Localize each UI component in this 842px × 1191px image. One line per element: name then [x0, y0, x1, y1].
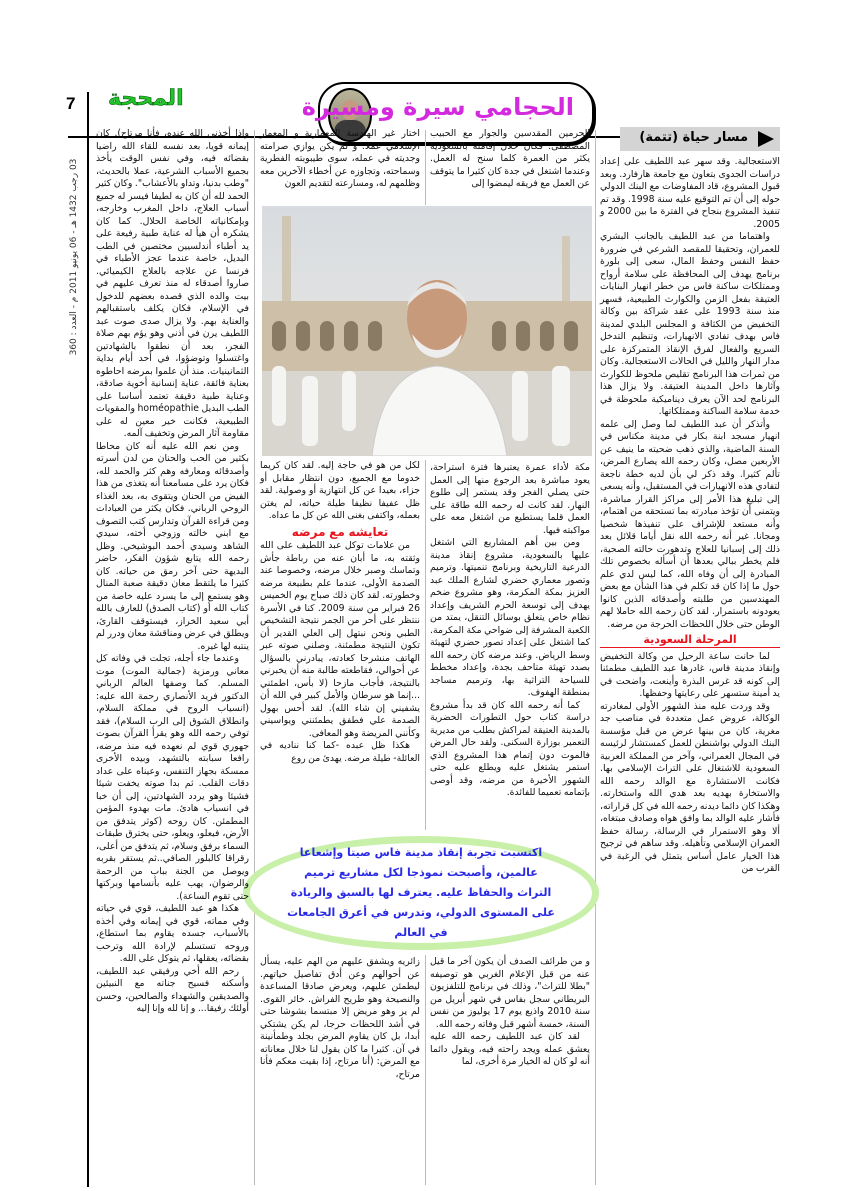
page-number: 7 [66, 94, 76, 113]
photo-man-at-mosque [262, 206, 592, 456]
paragraph: كما أنه رحمه الله كان قد بدأ مشروع دراسة كتاب حول التطورات الحضرية بالمدينة العتيقة لمراكش بطلب من مديرية التعمير بوزارة السكنى. ولقد حال المرض فالموت دون إتمام هذا المشروع الذي استمر يشتغل عليه ويطلع عليه حتى الشهور الأخيرة من مرضه، وقد أوصى بإتمامه تعميما للفائدة. [430, 699, 590, 798]
article-column-1 [600, 156, 780, 876]
paragraph: رحم الله أخي ورفيقي عبد اللطيف، وأسكنه فسيح جناته مع النبيئين والصديقين والشهداء والصالحين، وحسن أولئك رفيقا... و إنا لله وإنا إليه [96, 965, 249, 1014]
paragraph: و من طرائف الصدف أن يكون آخر ما قيل عنه من قبل الإعلام الغربي هو توصيفه "بطلا للتراث"، وذلك في برنامج للتلفزيون البريطاني سجل بفاس في شهر أبريل من سنة 2010 واذيع يوم 17 يوليوز من نفس السنة، خمسة أشهر قبل وفاته رحمه الله. [430, 956, 590, 1030]
subheading: تعايشه مع مرضه [291, 524, 389, 539]
paragraph: واهتماما من عبد اللطيف بالجانب البشري للعمران، وتحقيقا للمقصد الشرعي في ضرورة حفظ النفس وحفظ المال، سعى إلى بلورة برنامج يهدف إلى المحافظة على سلامة أرواح وممتلكات ساكنة فاس من خطر انهيار البنايات العتيقة بفعل الزمن والكوارث الطبيعية، فسهر منذ سنة 1993 على عقد شراكة بين وكالة التخفيض من الكثافة و المجلس البلدي لمدينة فاس بهدف تفادي الانهيارات، وتنظيم التدخل السريع والفعال لفرق الإنقاذ المتمركزة على مدار النهار والليل في الحالات الاستعجالية. وكان من ثمرات هذا البرنامج تقليص ملحوظ للكوارث وآثارها داخل المدينة العتيقة. ولا يزال هذا البرنامج لحد الآن يعرف ديناميكية ملحوظة في خدمة سلامة الساكنة وممتلكاتها. [600, 231, 781, 417]
article-column-3-top [260, 128, 420, 191]
column-divider [425, 955, 426, 1185]
section-heading-text: مسار حياة (تتمة) [639, 130, 748, 145]
article-column-2-middle [430, 462, 590, 800]
publication-logo: المحجة [108, 86, 184, 111]
paragraph: لقد كان عبد اللطيف رحمه الله عليه يعشق عمله ويجد راحته فيه، ويقول دائما أنه لو كان له الخيار مرة أخرى، لما [430, 1031, 590, 1067]
article-column-3-bottom [260, 956, 420, 1081]
dateline: 03 رجب 1432 هـ - 06 يونيو 2011 م - العدد : 360 [69, 158, 79, 356]
column-divider [425, 460, 426, 830]
pull-quote-text: اكتسبت تجربة إنقاذ مدينة فاس صيتا وإشعاعا عالمين، وأصبحت نموذجا لكل مشاريع ترميم التراث والحفاظ عليه. يعترف لها بالسبق والريادة على المستوى الدولي، وتدرس في أعرق الجامعات في العالم [287, 846, 555, 939]
margin-vertical-rule [87, 92, 89, 1187]
page-title: الحجامي سيرة ومسيرة [301, 93, 574, 121]
paragraph: الاستعجالية. وقد سهر عبد اللطيف على إعداد دراسات الجدوى بتعاون مع جامعة هارفارد. وبعد قبول المشروع، قاد المفاوضات مع البنك الدولي حوله إلى أن تم التوقيع عليه سنة 1998. وقد تم تنفيذ المشروع بنجاح في الفترة ما بين 2000 و 2005. [600, 156, 780, 230]
paragraph: لما حانت ساعة الرحيل من وكالة التخفيض وإنقاذ مدينة فاس، غادرها عبد اللطيف مطمئنا إلى كونه قد غرس البذرة وأينعت، واضحت في يد أمينة ستسهر على رعايتها وحفظها. [600, 650, 780, 699]
triangle-icon [758, 131, 774, 147]
paragraph: لكل من هو في حاجة إليه. لقد كان كريما خدوما مع الجميع، دون انتظار مقابل أو جزاء، بعيدا عن كل انتهازية أو وصولية. لقد ظل عفيفا نظيفا طيلة حياته، لم يغتن بعمله، واكتفى بغنى الله عن كل ما عداه. [260, 460, 420, 521]
paragraph: وإذا أخذني الله عنده، فأنا مرتاح). كان إيمانه قويا، بعد نفسه للقاء الله راضيا بقضائه فيه، وفي نفس الوقت يأخذ بجميع الأسباب الشرعية، عملا بالحديث، "وطب بدنيا، وتداو بالأعشاب". وكان كثير الحمد لله أن كان به لطيفا فيسر له جميع أسباب العلاج، داخل المغرب وخارجه، وبإمكانياته الخاصة الحلال. كما كان يشكره أن هيأ له عناية طبية رفيعة على يد أطباء أندلسيين مختصين في الطب البديل، خاصة عندما عجز الأطباء في فرنسا عن علاجه بالعلاج الكيميائي. صاروا أصدقاء له منذ تعرف عليهم في بيت والده الذي قصده بعضهم للدخول في الإسلام، فكان يكلف باستقبالهم والعناية بهم. ولا يزال صدى صوت عبد اللطيف يرن في أذني وهو يؤم بهم صلاة الفجر، بعد أن نطقوا بالشهادتين واغتسلوا وتوضؤوا، في أحد أيام بداية الثمانينيات. منذ أن علموا بمرضه احاطوه بعناية فائقة، عناية إنسانية أخوية صادقة، وعناية طبية دقيقة تعتمد أساسا على الطب البديل homéopathie والمقويات الطبيعية، فكانت خير معين له على مقاومة آثار المرض وتخفيف آلمه. [96, 128, 249, 439]
paragraph: زائريه ويشفق عليهم من الهم عليه، يسأل عن أحوالهم وعن أدق تفاصيل حياتهم. ليطمئن عليهم، ويعرض صادقا المساعدة والنصيحة وهو طريح الفراش. خائر القوى. لم ير وهو مريض إلا مبتسما بشوشا حتى في أشد اللحظات حرجا، لم يكن يشتكي أبدا، بل كان يقاوم المرض بجلد وطمأنينة في آن. كثيرا ما كان يقول لنا خلال معاناته مع المرض: (أنا مرتاح، إذا بقيت معكم فأنا مرتاح، [260, 956, 420, 1080]
article-column-3-middle [260, 460, 420, 765]
paragraph: وقد وردت عليه منذ الشهور الأولى لمغادرته الوكالة، عروض عمل متعددة في مناصب جد مغرية، كان من بينها عرض من قبل مؤسسة البنك الدولي بواشنطن للعمل كمستشار لرئيسه في المجال العمراني، وآخر من المملكة العربية السعودية للاشتغال على التراث الإسلامي بها. فكانت الاستشارة مع الوالد رحمه الله والاستخارة بهديه بعد هدي الله واستخارته. وهكذا كان دائما ديدنه رحمه الله في كل قراراته، فأشار عليه الوالد بما وافق هواه وصادف مبتغاه، ألا وهو الاستمرار في الرسالة، رسالة حفظ العمران الإسلامي وتأهيله. وقد ساهم في ترجيح هذا الخيار عامل أساس يتمثل في الرغبة في القرب من [600, 700, 780, 874]
article-column-2-top [430, 128, 590, 191]
article-column-2-bottom [430, 956, 590, 1069]
section-heading [620, 127, 780, 151]
paragraph: ومن بين أهم المشاريع التي اشتغل عليها بالسعودية، مشروع إنقاذ مدينة الدرعية التاريخية وبرنامج تنميتها. وترميم وتصور معماري حضري لشارع الملك عبد العزيز بمكة المكرمة، وهو مشروع ضخم يهدف إلى توسعة الحرم الشريف وإعداد نظام خاص يتعلق بوسائل التنقل، يمتد من الكعبة المشرفة إلى ضواحي مكة المكرمة. كما اشتغل على إعداد تصور حضري لتهيئة وسط الرياض. وعند مرضه كان رحمه الله بصدد تهيئة متاحف بجدة، وإعداد مخطط للسياحة التراثية بها، وترميم مساجد بمنطقة الهفوف. [430, 537, 590, 698]
paragraph: اختار غير الهندسة المعمارية و المعمار الإسلامي عملا. و لم يكن يوازي صرامته وجديته في عمله، سوى طيبوبته الفطرية وسماحته، وتجاوزه عن أخطاء الآخرين معه وظلمهم له، ومسارعته لتقديم العون [260, 128, 420, 189]
article-column-4 [96, 128, 249, 1016]
paragraph: الحرمين المقدسين والجوار مع الحبيب المصطفى. فكان خلال إقامته بالسعودية يكثر من العمرة كلما سنح له العمل. وعندما اشتغل في جدة كان كثيرا ما يتوقف عن العمل مع فريقه ليمضوا إلى [430, 128, 590, 189]
column-divider [595, 130, 596, 1185]
paragraph: من علامات توكل عبد اللطيف على الله وثقته به، ما أبان عنه من رباطة جأش وتماسك وصبر خلال مرضه، وخصوصا عند الصدمة الأولى، عندما علم بطبيعة مرضه وخطورته. لقد كان ذلك صباح يوم الخميس 26 فبراير من سنة 2009. كنا في الأسرة ننتظر على أحر من الجمر نتيجة التشخيص الطبي ونحن نبتهل إلى العلي القدير أن تكون النتيجة مطمئنة. وصلني صوته عبر الهاتف منشرحا كعادته، يبادرني بالسؤال عن أحوالي، فقاطعته طالبة منه أن يخبرني بالنتيجة، فأجاب مازحا (لا بأس، اطمئني ...إنما هو سرطان والأمل كبير في الله أن يشفيني إن شاء الله). لقد أحس بهول الصدمة علي فطفق يطمئنني ويواسيني وكأنني المريضة وهو المعافى. [260, 540, 420, 739]
paragraph: ومن نعم الله عليه أنه كان محاطا بكثير من الحب والحنان من لدن أسرته وأصدقائه ومعارفه وهم كثر والحمد لله، فكان يرد على مسامعنا أنه يتغذى من هذا الفيض من الحنان ويتقوى به، بعد الغذاء الروحي الرباني. فكان يكثر من العبادات ومن قراءة القرآن وتدارس كتب التصوف مع ابني خالته وزوجي أخته، سيدي الشاهد وسيدي أحمد البوشيخي. وظل رحمه الله يتابع شؤون الفكر، حاضر البديهة حتى آخر رمق من حياته. كان كثيرا ما يلتقط معان دقيقة صعبة المنال وهو يستمع إلى ما يسرد عليه خاصة من كتاب الله أو (كتاب الصدق) للعارف بالله أبي سعيد الخراز، فيستوقف القارئ، ويطلق في عرض ومناقشة معان ودرر لم ينتبه لها غيره. [96, 440, 249, 652]
paragraph: هكذا هو عبد اللطيف، قوي في حياته وفي مماته، قوي في إيمانه وفي أخذه بالأسباب، جسده يقاوم بما استطاع، وروحه تستسلم لإرادة الله وترحب بقضائه، يعقلها، ثم يتوكل على الله. [96, 903, 249, 964]
paragraph: مكة لأداء عمرة يعتبرها فترة استراحة، يعود مباشرة بعد الرجوع منها إلى العمل حتى يصلي الفجر وقد يستمر إلى طلوع النهار. لقد كانت له رحمه الله طاقة على العمل قلما يستطيع من اشتغل معه على مواكبته فيها. [430, 462, 590, 536]
paragraph: هكذا ظل عبده -كما كنا نناديه في العائلة- طيلة مرضه. يهدئ من روع [260, 740, 420, 764]
paragraph: وعندما جاء أجله، تجلت في وفاته كل معاني ورمزية (جمالية الموت) موت المسلم. كما وصفها العالم الرباني الدكتور فريد الأنصاري رحمة الله عليه: (انسياب الروح في مملكة السلام، وانطلاق الشوق إلى الرب السلام)، فقد توفي رحمه الله وهو يقرأ القرآن بصوت جهوري قوي لم نعهده فيه منذ مرضه، رافعا سبابته بالتشهد، وبيده الأخرى ممسكة بجهاز التنفس، وعيناه على عداد دقات القلب. ثم بدا صوته يخفت شيئا فشيئا وهو يردد الشهادتين، إلى أن خبا في انسياب هادئ. مات بهدوء المؤمن المطمئن. كان روحه (كوثر يتدفق من الأرض، فيعلو، ويعلو، حتى يخترق طبقات السماء برفق وسلام، ثم يتدفق من أعلى، رقراقا كالبلور الصافي..ثم يستقر بقربه ويوصل من الجنة بباب من الرحمة والرضوان، يهب عليه بأنسامها وبركتها حتى تقوم الساعة). [96, 653, 249, 902]
pull-quote [243, 836, 599, 950]
column-divider [254, 130, 255, 1185]
column-divider [425, 130, 426, 205]
paragraph: وأتذكر أن عبد اللطيف لما وصل إلى علمه انهيار مسجد ابنة بكار في مدينة مكناس في السنة الماضية، والذي ذهب ضحيته ما ينيف عن الأربعين مصل، وكان رحمه الله يصارع المرض، تألم كثيرا. وقد ذكر لي بأن لديه خطة ناجعة لتفادي هذه الانهيارات في المستقبل، وأنه يسعى إلى تبليغ هذا الأمر إلى مراكز القرار مباشرة، ويتمنى أن تؤخذ مبادرته بما تستحقه من اهتمام، وأنه مستعد للإشراف على تنفيذها شخصيا ومجانا. غير أنه رحمه الله نقل أياما قلائل بعد ذلك إلى إسبانيا للعلاج وتدهورت حالته الصحية، فلم يخطر ببالي بعدها أن أسأله بخصوص تلك المبادرة إلى أن وفاه الله، كما ليس لدي علم حول ما إذا كان قد تكلم في هذا الشأن مع بعض المهندسين من طلبته وأصدقائه الذين كانوا يعودونه باستمرار. لقد كان رحمه الله حاملا لهم الوطن حتى خلال اللحظات الحرجة من مرضه. [600, 418, 780, 630]
subheading: المرحلة السعودية [600, 634, 780, 648]
